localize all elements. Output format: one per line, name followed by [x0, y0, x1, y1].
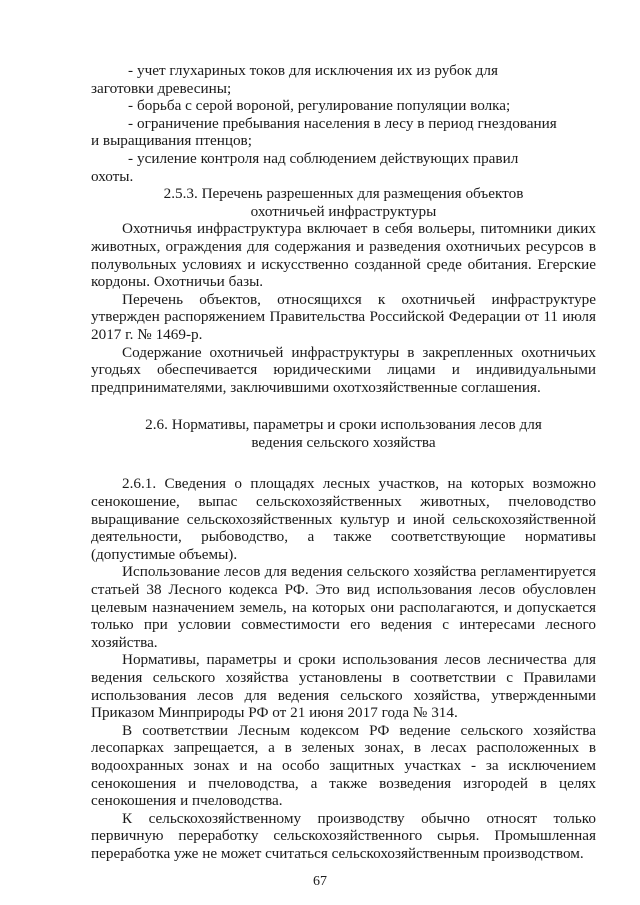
- bullet-text: учет глухариных токов для исключения их из рубок для: [137, 62, 498, 79]
- page-number: 67: [313, 874, 327, 889]
- bullet-marker: -: [128, 114, 134, 132]
- bullet-item: [91, 97, 596, 115]
- paragraph: Содержание охотничьей инфраструктуры в закрепленных охотничьих угодьях обеспечивается юридическими лицами и индивидуальными предпринимателями, заключившими охотхозяйственные соглашения.: [91, 343, 596, 396]
- bullet-item: [91, 150, 596, 168]
- bullet-continuation: и выращивания птенцов;: [91, 132, 252, 150]
- paragraph: 2.6.1. Сведения о площадях лесных участков, на которых возможно сенокошение, выпас сельскохозяйственных животных, пчеловодство выращивание сельскохозяйственных культур и иной сельскохозяйственной деятельности, рыбоводство, а также соответствующие нормативы (допустимые объемы).: [91, 475, 596, 563]
- bullet-text: борьба с серой вороной, регулирование популяции волка;: [137, 97, 511, 115]
- bullet-item: [91, 62, 596, 80]
- bullet-text: ограничение пребывания населения в лесу в период гнездования: [137, 114, 557, 132]
- section-heading-2-5-3: 2.5.3. Перечень разрешенных для размещения объектов охотничьей инфраструктуры: [163, 185, 524, 220]
- bullet-marker: -: [128, 149, 134, 167]
- document-page: [91, 62, 596, 863]
- paragraph: Перечень объектов, относящихся к охотничьей инфраструктуре утвержден распоряжением Правительства Российской Федерации от 11 июля 2017 г. № 1469-р.: [91, 290, 596, 343]
- paragraph: Охотничья инфраструктура включает в себя вольеры, питомники диких животных, ограждения для содержания и разведения охотничьих ресурсов в полувольных условиях и искусственно созданной среде обитания. Егерские кордоны. Охотничьи базы.: [91, 220, 596, 291]
- bullet-marker: -: [128, 97, 134, 115]
- bullet-continuation: заготовки древесины;: [91, 79, 232, 97]
- bullet-continuation: охоты.: [91, 167, 134, 185]
- section-heading-2-6: 2.6. Нормативы, параметры и сроки использования лесов для ведения сельского хозяйства: [145, 416, 542, 451]
- paragraph: Нормативы, параметры и сроки использования лесов лесничества для ведения сельского хозяйства установлены в соответствии с Правилами использования лесов для ведения сельского хозяйства, утвержденными Приказом Минприроды РФ от 21 июня 2017 года № 314.: [91, 651, 596, 722]
- paragraph: Использование лесов для ведения сельского хозяйства регламентируется статьей 38 Лесного кодекса РФ. Это вид использования лесов обусловлен целевым назначением земель, на которых они располагаются, и допускается только при условии совместимости его ведения с интересами лесного хозяйства.: [91, 563, 596, 651]
- bullet-item: [91, 115, 596, 133]
- bullet-marker: -: [128, 62, 134, 79]
- paragraph: В соответствии Лесным кодексом РФ ведение сельского хозяйства лесопарках запрещается, а в зеленых зонах, в лесах расположенных в водоохранных зонах и на особо защитных участках - за исключением сенокошения и пчеловодства, а также возведения изгородей в целях сенокошения и пчеловодства.: [91, 721, 596, 810]
- paragraph: К сельскохозяйственному производству обычно относят только первичную переработку сельскохозяйственного сырья. Промышленная переработка уже не может считаться сельскохозяйственным производством.: [91, 809, 596, 862]
- bullet-text: усиление контроля над соблюдением действующих правил: [137, 149, 519, 167]
